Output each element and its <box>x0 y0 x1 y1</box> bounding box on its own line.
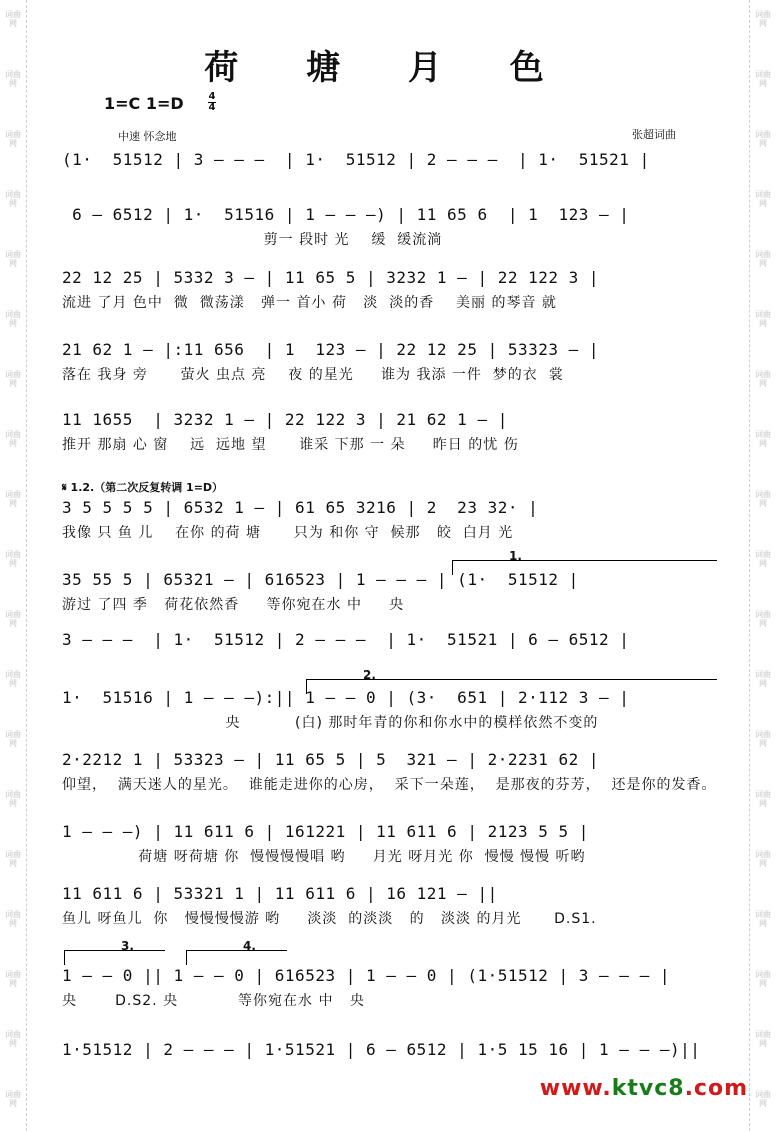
lyric-line: 我像 只 鱼 儿 在你 的荷 塘 只为 和你 守 候那 皎 白月 光 <box>62 525 514 541</box>
watermark-mark: 词曲网 <box>755 910 771 928</box>
lyric-line <box>62 654 722 674</box>
volta-label-4: 4. <box>243 939 256 953</box>
watermark-mark: 词曲网 <box>5 10 21 28</box>
watermark-mark: 词曲网 <box>5 790 21 808</box>
watermark-mark: 词曲网 <box>755 610 771 628</box>
watermark-mark: 词曲网 <box>5 130 21 148</box>
notation-line: 22 12 25 | 5332 3 — | 11 65 5 | 3232 1 — | 22 122 3 | <box>62 268 600 287</box>
watermark-mark: 词曲网 <box>5 1030 21 1048</box>
watermark-mark: 词曲网 <box>5 730 21 748</box>
website-part-c: .com <box>684 1076 748 1101</box>
score-line <box>62 884 722 928</box>
lyric-line: 剪一 段时 光 缓 缓流淌 <box>62 232 443 248</box>
watermark-mark: 词曲网 <box>755 490 771 508</box>
watermark-mark: 词曲网 <box>755 70 771 88</box>
watermark-mark: 词曲网 <box>755 190 771 208</box>
score-line <box>62 268 722 312</box>
watermark-mark: 词曲网 <box>755 790 771 808</box>
watermark-mark: 词曲网 <box>755 1030 771 1048</box>
lyric-line <box>62 174 722 194</box>
time-signature <box>208 92 216 113</box>
score-line <box>62 750 722 794</box>
notation-line: 1 — — —) | 11 611 6 | 161221 | 11 611 6 | 2123 5 5 | <box>62 822 589 841</box>
watermark-mark: 词曲网 <box>755 850 771 868</box>
watermark-mark: 词曲网 <box>5 910 21 928</box>
score-line <box>62 570 722 614</box>
watermark-mark: 词曲网 <box>5 250 21 268</box>
volta-label-2: 2. <box>363 668 376 682</box>
watermark-mark: 词曲网 <box>5 1090 21 1108</box>
watermark-mark: 词曲网 <box>755 670 771 688</box>
watermark-mark: 词曲网 <box>755 430 771 448</box>
watermark-mark: 词曲网 <box>755 550 771 568</box>
notation-line: 1 — — 0 || 1 — — 0 | 616523 | 1 — — 0 | (1·51512 | 3 — — — | <box>62 966 670 985</box>
tempo-marking: 中速 怀念地 <box>118 130 177 143</box>
watermark-mark: 词曲网 <box>755 130 771 148</box>
watermark-mark: 词曲网 <box>5 850 21 868</box>
notation-line: 11 611 6 | 53321 1 | 11 611 6 | 16 121 — || <box>62 884 498 903</box>
volta-bracket-3 <box>64 939 165 965</box>
notation-line: 11 1655 | 3232 1 — | 22 122 3 | 21 62 1 — | <box>62 410 508 429</box>
score-line <box>62 498 722 542</box>
right-watermark-strip <box>749 0 776 1131</box>
score-line <box>62 150 722 194</box>
lyric-line: 鱼儿 呀鱼儿 你 慢慢慢慢游 哟 淡淡 的淡淡 的 淡淡 的月光 D.S1. <box>62 911 597 927</box>
watermark-mark: 词曲网 <box>5 610 21 628</box>
score-line <box>62 630 722 674</box>
lyric-line: 央 (白) 那时年青的你和你水中的模样依然不变的 <box>62 715 599 731</box>
watermark-mark: 词曲网 <box>5 490 21 508</box>
watermark-mark: 词曲网 <box>5 310 21 328</box>
watermark-mark: 词曲网 <box>5 70 21 88</box>
watermark-mark: 词曲网 <box>755 970 771 988</box>
section-tag: 𝄋 1.2.（第二次反复转调 1=D） <box>62 481 224 494</box>
volta-bracket-4 <box>186 939 287 965</box>
score-line <box>62 688 722 732</box>
volta-label-1: 1. <box>509 549 522 563</box>
lyric-line: 推开 那扇 心 窗 远 远地 望 谁采 下那 一 朵 昨日 的忧 伤 <box>62 437 519 453</box>
lyric-line: 落在 我身 旁 萤火 虫点 亮 夜 的星光 谁为 我添 一件 梦的衣 裳 <box>62 367 564 383</box>
lyric-line: 仰望， 满天迷人的星光。 谁能走进你的心房， 采下一朵莲， 是那夜的芬芳， 还是你的发香。 <box>62 777 717 793</box>
watermark-mark: 词曲网 <box>755 370 771 388</box>
website-logo <box>540 1076 748 1101</box>
notation-line: 6 — 6512 | 1· 51516 | 1 — — —) | 11 65 6 | 1 123 — | <box>62 205 630 224</box>
watermark-mark: 词曲网 <box>5 670 21 688</box>
notation-line: 21 62 1 — |:11 656 | 1 123 — | 22 12 25 | 53323 — | <box>62 340 600 359</box>
watermark-mark: 词曲网 <box>755 730 771 748</box>
notation-line: 1· 51516 | 1 — — —):|| 1 — — 0 | (3· 651 | 2·112 3 — | <box>62 688 630 707</box>
score-line <box>62 340 722 384</box>
lyric-line: 流进 了月 色中 微 微荡漾 弹一 首小 荷 淡 淡的香 美丽 的琴音 就 <box>62 295 557 311</box>
watermark-mark: 词曲网 <box>755 10 771 28</box>
notation-line: 1·51512 | 2 — — — | 1·51521 | 6 — 6512 | 1·5 15 16 | 1 — — —)|| <box>62 1040 701 1059</box>
watermark-mark: 词曲网 <box>755 250 771 268</box>
website-part-b: ktvc8 <box>611 1076 685 1101</box>
watermark-mark: 词曲网 <box>5 970 21 988</box>
volta-bracket-1 <box>452 549 717 575</box>
notation-line: 2·2212 1 | 53323 — | 11 65 5 | 5 321 — | 2·2231 62 | <box>62 750 600 769</box>
volta-label-3: 3. <box>121 939 134 953</box>
watermark-mark: 词曲网 <box>5 550 21 568</box>
lyric-line: 荷塘 呀荷塘 你 慢慢慢慢唱 哟 月光 呀月光 你 慢慢 慢慢 听哟 <box>62 849 586 865</box>
watermark-mark: 词曲网 <box>5 190 21 208</box>
watermark-mark: 词曲网 <box>5 370 21 388</box>
left-watermark-strip <box>0 0 27 1131</box>
time-signature-top: 4 <box>208 91 216 102</box>
notation-line: (1· 51512 | 3 — — — | 1· 51512 | 2 — — — | 1· 51521 | <box>62 150 650 169</box>
notation-line: 3 5 5 5 5 | 6532 1 — | 61 65 3216 | 2 23 32· | <box>62 498 539 517</box>
watermark-mark: 词曲网 <box>755 1090 771 1108</box>
score-line <box>62 410 722 454</box>
composer-credit: 张超词曲 <box>632 128 676 141</box>
score-line <box>62 966 722 1010</box>
notation-line: 3 — — — | 1· 51512 | 2 — — — | 1· 51521 | 6 — 6512 | <box>62 630 630 649</box>
key-signature: 1=C 1=D <box>104 94 184 113</box>
watermark-mark: 词曲网 <box>755 310 771 328</box>
volta-bracket-2 <box>306 668 717 694</box>
watermark-mark: 词曲网 <box>5 430 21 448</box>
score-line <box>62 822 722 866</box>
website-part-a: www. <box>539 1076 612 1101</box>
lyric-line: 游过 了四 季 荷花依然香 等你宛在水 中 央 <box>62 597 405 613</box>
notation-line: 35 55 5 | 65321 — | 616523 | 1 — — — | (1· 51512 | <box>62 570 579 589</box>
song-title: 荷 塘 月 色 <box>204 48 572 88</box>
time-signature-bottom: 4 <box>208 102 216 113</box>
lyric-line: 央 D.S2. 央 等你宛在水 中 央 <box>62 993 365 1009</box>
score-line <box>62 205 722 249</box>
